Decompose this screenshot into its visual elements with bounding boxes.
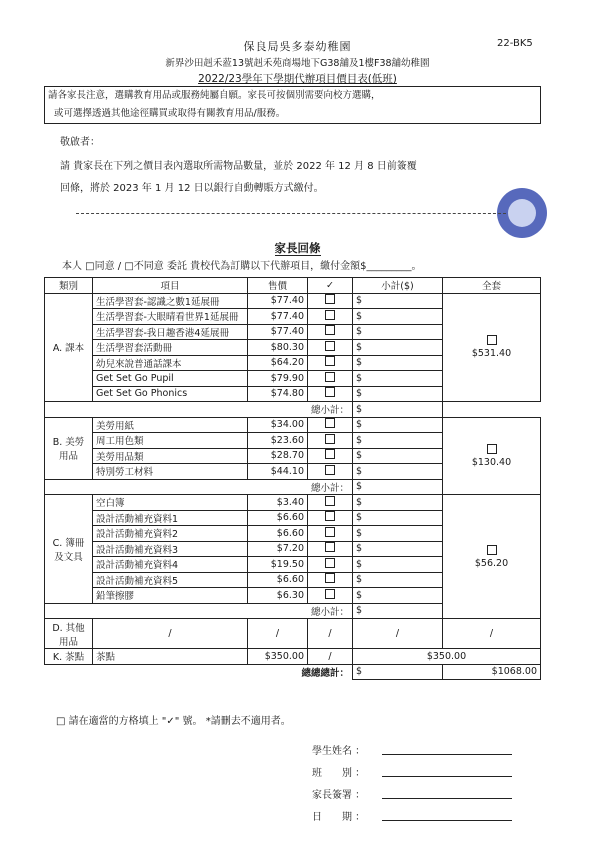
set-checkbox[interactable] <box>487 444 497 454</box>
category-d: D. 其他用品 <box>45 619 93 649</box>
item-price: $77.40 <box>248 293 308 309</box>
cut-line <box>76 213 506 214</box>
category-c: C. 簿冊及文具 <box>45 495 93 604</box>
set-a[interactable] <box>443 293 541 402</box>
item-price: $6.60 <box>248 510 308 526</box>
subtotal-value[interactable]: $ <box>353 402 443 418</box>
subtotal-label: 總小計： <box>45 603 353 619</box>
grand-total-row <box>45 664 541 680</box>
item-subtotal[interactable]: $ <box>353 510 443 526</box>
body-line-2: 回條，將於 2023 年 1 月 12 日以銀行自動轉賬方式繳付。 <box>60 183 324 194</box>
item-price: $79.90 <box>248 371 308 387</box>
item-price: $77.40 <box>248 324 308 340</box>
item-subtotal[interactable]: $ <box>353 526 443 542</box>
item-checkbox[interactable] <box>308 572 353 588</box>
item-checkbox[interactable] <box>308 340 353 356</box>
item-price: $6.30 <box>248 588 308 604</box>
body-paragraph <box>60 156 550 200</box>
item-checkbox[interactable] <box>308 355 353 371</box>
item-subtotal[interactable]: $ <box>353 433 443 449</box>
table-row <box>45 495 541 511</box>
item-subtotal[interactable]: $ <box>353 464 443 480</box>
body-line-1: 請 貴家長在下列之價目表內選取所需物品數量，並於 2022 年 12 月 8 日前簽覆 <box>60 161 417 172</box>
instruction-text: □ 請在適當的方格填上 "✓" 號。 *請刪去不適用者。 <box>56 716 291 727</box>
notice-line-1: 請各家長注意，選購教育用品或服務純屬自願。家長可按個別需要向校方選購， <box>48 90 381 101</box>
category-k: K. 茶點 <box>45 649 93 665</box>
item-checkbox[interactable] <box>308 417 353 433</box>
item-name: 美勞用品類 <box>93 448 248 464</box>
category-a: A. 課本 <box>45 293 93 402</box>
set-checkbox[interactable] <box>487 545 497 555</box>
item-checkbox[interactable] <box>308 448 353 464</box>
subtotal-value[interactable]: $ <box>353 479 443 495</box>
price-table <box>44 277 541 680</box>
item-name: 生活學習套-大眼晴看世界1延展冊 <box>93 309 248 325</box>
item-name: 周工用色類 <box>93 433 248 449</box>
item-name: 生活學習套活動冊 <box>93 340 248 356</box>
item-price: $23.60 <box>248 433 308 449</box>
item-name: 生活學習套-認識之數1延展冊 <box>93 293 248 309</box>
col-item: 項目 <box>93 278 248 294</box>
item-price: $64.20 <box>248 355 308 371</box>
subtotal-row <box>45 402 541 418</box>
table-row <box>45 649 541 665</box>
item-price: $350.00 <box>248 649 308 665</box>
item-subtotal[interactable]: $ <box>353 309 443 325</box>
item-checkbox[interactable] <box>308 324 353 340</box>
set-price: $531.40 <box>471 348 512 360</box>
item-name: 特別勞工材料 <box>93 464 248 480</box>
item-name: 空白簿 <box>93 495 248 511</box>
tea-subtotal: $350.00 <box>353 649 541 665</box>
seal-emblem-icon <box>508 199 536 227</box>
set-c[interactable] <box>443 495 541 619</box>
other-slash: / <box>308 619 353 649</box>
salutation: 敬啟者： <box>60 137 100 148</box>
item-price: $44.10 <box>248 464 308 480</box>
grand-total-dollar: $ <box>353 664 443 680</box>
other-slash: / <box>93 619 248 649</box>
subtotal-label: 總小計： <box>45 479 353 495</box>
set-checkbox[interactable] <box>487 335 497 345</box>
set-b[interactable] <box>443 417 541 495</box>
item-name: 幼兒來說普通話課本 <box>93 355 248 371</box>
table-row <box>45 293 541 309</box>
page-title <box>0 71 595 86</box>
set-price: $56.20 <box>474 557 509 569</box>
other-slash: / <box>353 619 443 649</box>
set-price: $130.40 <box>471 456 512 468</box>
item-price: $34.00 <box>248 417 308 433</box>
item-checkbox[interactable] <box>308 371 353 387</box>
item-price: $19.50 <box>248 557 308 573</box>
grand-total-value: $1068.00 <box>443 664 541 680</box>
notice-line-2: 或可選擇透過其他途徑購買或取得有關教育用品/服務。 <box>54 108 286 119</box>
item-subtotal[interactable]: $ <box>353 572 443 588</box>
item-checkbox[interactable] <box>308 557 353 573</box>
item-price: $77.40 <box>248 309 308 325</box>
item-subtotal[interactable]: $ <box>353 541 443 557</box>
other-slash: / <box>248 619 308 649</box>
date-field[interactable] <box>382 820 512 821</box>
other-slash: / <box>308 649 353 665</box>
table-row <box>45 417 541 433</box>
student-name-label: 學生姓名 ： <box>312 746 366 757</box>
form-code: 22-BK5 <box>497 38 533 49</box>
item-name: 美勞用紙 <box>93 417 248 433</box>
class-label: 班 別 ： <box>312 768 366 779</box>
table-row <box>45 619 541 649</box>
col-check: ✓ <box>308 278 353 294</box>
reply-slip-title-text: 家長回條 <box>274 241 321 255</box>
item-checkbox[interactable] <box>308 293 353 309</box>
reply-slip-title <box>0 240 595 256</box>
item-price: $74.80 <box>248 386 308 402</box>
item-name: 設計活動補充資料4 <box>93 557 248 573</box>
item-checkbox[interactable] <box>308 495 353 511</box>
item-subtotal[interactable]: $ <box>353 448 443 464</box>
item-price: $7.20 <box>248 541 308 557</box>
parent-sign-field[interactable] <box>382 798 512 799</box>
item-subtotal[interactable]: $ <box>353 340 443 356</box>
item-price: $6.60 <box>248 526 308 542</box>
col-price: 售價 <box>248 278 308 294</box>
item-price: $80.30 <box>248 340 308 356</box>
category-b: B. 美勞用品 <box>45 417 93 479</box>
item-checkbox[interactable] <box>308 510 353 526</box>
col-set: 全套 <box>443 278 541 294</box>
school-address: 新界沙田赳禾蒞13號赳禾苑商場地下G38舖及1樓F38舖幼稚園 <box>165 58 430 69</box>
title-text: 2022/23學年下學期代辦項目價目表(低班) <box>198 73 397 85</box>
item-checkbox[interactable] <box>308 464 353 480</box>
item-subtotal[interactable]: $ <box>353 417 443 433</box>
student-name-field[interactable] <box>382 754 512 755</box>
item-subtotal[interactable]: $ <box>353 495 443 511</box>
item-checkbox[interactable] <box>308 433 353 449</box>
item-subtotal[interactable]: $ <box>353 324 443 340</box>
item-name: 設計活動補充資料5 <box>93 572 248 588</box>
item-name: Get Set Go Phonics <box>93 386 248 402</box>
item-subtotal[interactable]: $ <box>353 386 443 402</box>
notice-box <box>44 86 541 124</box>
class-field[interactable] <box>382 776 512 777</box>
parent-sign-label: 家長簽署 ： <box>312 790 366 801</box>
table-header-row <box>45 278 541 294</box>
item-name: 茶點 <box>93 649 248 665</box>
item-name: 鉛筆擦膠 <box>93 588 248 604</box>
col-category: 類別 <box>45 278 93 294</box>
item-name: 設計活動補充資料2 <box>93 526 248 542</box>
item-checkbox[interactable] <box>308 588 353 604</box>
consent-line[interactable]: 本人 □同意 / □不同意 委託 貴校代為訂購以下代辦項目，繳付金額$_________。 <box>62 261 422 272</box>
item-subtotal[interactable]: $ <box>353 293 443 309</box>
col-subtotal: 小計($) <box>353 278 443 294</box>
item-name: 設計活動補充資料3 <box>93 541 248 557</box>
grand-total-label: 總總總計： <box>45 664 353 680</box>
item-price: $28.70 <box>248 448 308 464</box>
item-checkbox[interactable] <box>308 526 353 542</box>
item-subtotal[interactable]: $ <box>353 371 443 387</box>
subtotal-value[interactable]: $ <box>353 603 443 619</box>
date-label: 日 期 ： <box>312 812 366 823</box>
item-price: $3.40 <box>248 495 308 511</box>
item-checkbox[interactable] <box>308 386 353 402</box>
subtotal-label: 總小計： <box>45 402 353 418</box>
item-subtotal[interactable]: $ <box>353 355 443 371</box>
item-name: Get Set Go Pupil <box>93 371 248 387</box>
item-name: 設計活動補充資料1 <box>93 510 248 526</box>
item-name: 生活學習套-我日趣香港4延展冊 <box>93 324 248 340</box>
other-slash: / <box>443 619 541 649</box>
item-checkbox[interactable] <box>308 309 353 325</box>
item-checkbox[interactable] <box>308 541 353 557</box>
item-price: $6.60 <box>248 572 308 588</box>
item-subtotal[interactable]: $ <box>353 588 443 604</box>
item-subtotal[interactable]: $ <box>353 557 443 573</box>
school-name: 保良局吳多泰幼稚園 <box>243 40 352 53</box>
